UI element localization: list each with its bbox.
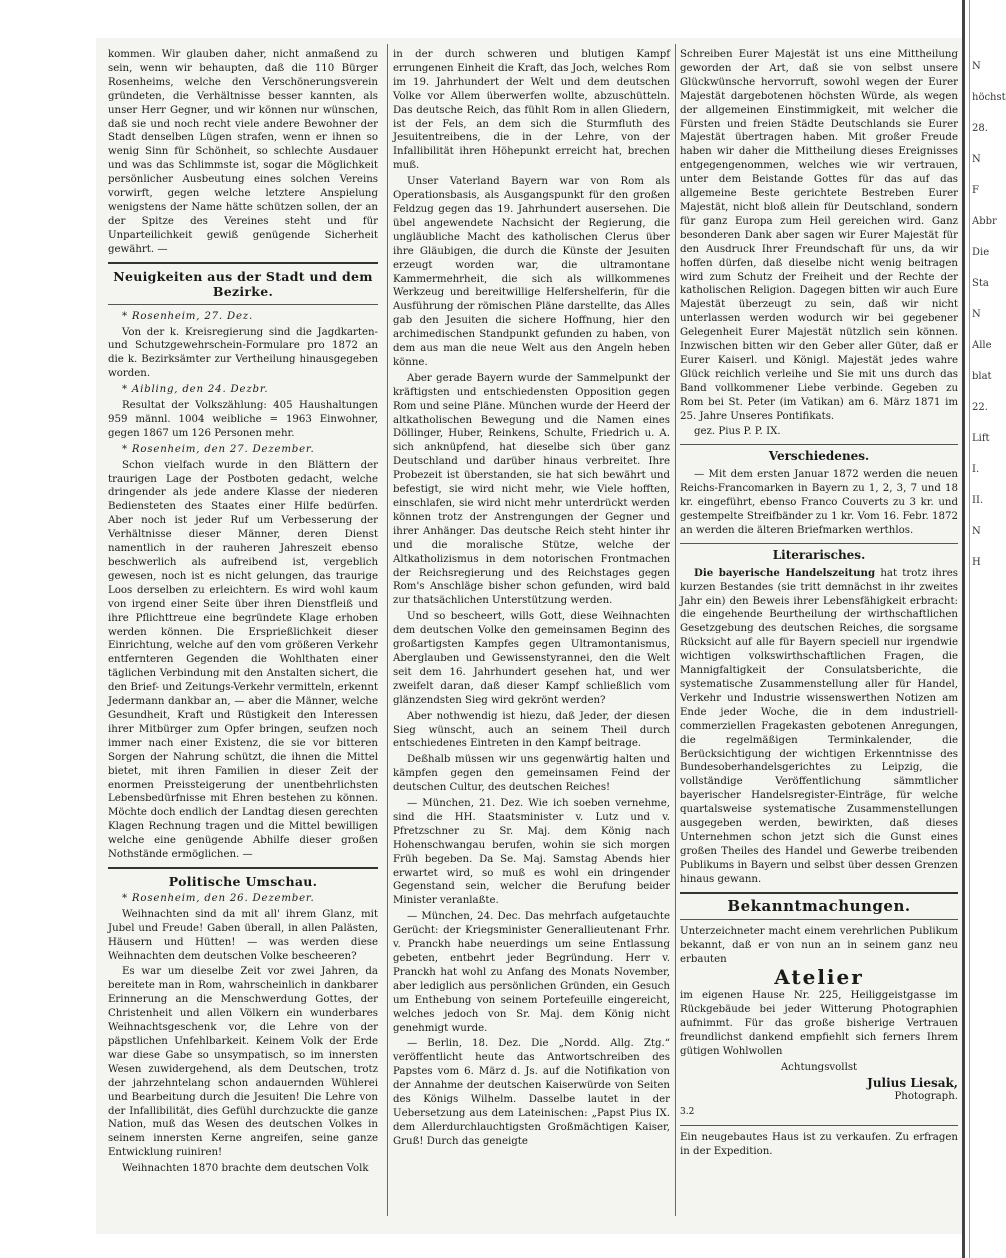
section-divider	[108, 262, 378, 264]
next-page-text: höchst	[972, 92, 1006, 103]
misc-item: — Mit dem ersten Januar 1872 werden die neuen Reichs-Francomarken in Bayern zu 1, 2, 3, 7 und 18 kr. eingeführt, ebenso Franco Couverts zu 3 kr. und gestempelte Streifbänder zu 1 kr. Vom 16. Febr. 1872 an werden die älteren Briefmarken werthlos.	[680, 469, 958, 536]
next-page-text: Lift	[972, 433, 990, 444]
politics-paragraph: Weihnachten 1870 brachte dem deutschen Volk	[122, 1163, 369, 1175]
dateline: * Rosenheim, 27. Dez.	[122, 310, 253, 322]
ad-title: Atelier	[774, 965, 864, 990]
politics-paragraph: Unser Vaterland Bayern war von Rom als Operationsbasis, als Ausgangspunkt für den großen Feldzug gegen das 19. Jahrhundert ausersehen. Die übel angewendete Nachsicht der Regierung, die ungläubliche Macht des katholischen Clerus über ihre Gläubigen, die durch die Künste der Jesuiten erzeugt worden war, die ultramontane Kammermehrheit, die sich als willkommenes Werkzeug und bereitwillige Helfershelferin, für die Ausführung der römischen Pläne darstellte, das Alles gab den Jesuiten die sichere Hoffnung, hier den archimedischen Standpunkt gefunden zu haben, von dem aus man die neue Welt aus den Angeln heben könne.	[393, 176, 670, 368]
news-item: Resultat der Volkszählung: 405 Haushaltungen 959 männl. 1004 weibliche = 1963 Einwohner, gegen 1867 um 126 Personen mehr.	[108, 400, 378, 439]
papal-signature: gez. Pius P. P. IX.	[694, 426, 781, 438]
column-2	[393, 48, 670, 1218]
dateline: * Aibling, den 24. Dezbr.	[122, 384, 269, 396]
ad-intro: Unterzeichneter macht einem verehrlichen Publikum bekannt, daß er von nun an in seinem ganz neu erbauten	[680, 926, 958, 966]
next-page-text: Sta	[972, 278, 989, 289]
section-divider	[680, 444, 958, 445]
heading-rule	[680, 919, 958, 920]
next-page-text: Abbr	[972, 216, 997, 227]
news-item: Von der k. Kreisregierung sind die Jagdkarten- und Schutzgewehrschein-Formulare pro 1872 an die k. Bezirksämter zur Vertheilung hinausgegeben worden.	[108, 326, 378, 380]
column-3	[680, 48, 958, 1218]
papal-letter: Schreiben Eurer Majestät ist uns eine Mittheilung geworden der Art, daß sie von selbst unsere Glückwünsche hervorruft, sowohl wegen der Eurer Majestät dargebotenen höchsten Würde, als wegen der allgemeinen Einstimmigkeit, mit welcher die Fürsten und freien Städte Deutschlands sie Eurer Majestät übertragen haben. Mit großer Freude haben wir daher die Mittheilung dieses Ereignisses entgegengenommen, welches wie wir vertrauen, unter dem Beistande Gottes für das auf das allgemeine Beste gerichtete Bestreben Eurer Majestät, nicht bloß allein für Deutschland, sondern für ganz Europa zum Heil gereichen wird. Ganz besonderen Dank aber sagen wir Eurer Majestät für den Ausdruck Ihrer Freundschaft für uns, da wir hoffen dürfen, daß dieselbe nicht wenig beitragen wird zum Schutz der Freiheit und der Rechte der katholischen Religion. Dagegen bitten wir auch Eure Majestät überzeugt zu sein, daß wir nicht unterlassen werden wodurch wir bei gegebener Gelegenheit Eurer Majestät nützlich sein können. Inzwischen bitten wir den Geber aller Güter, daß er Eurer Kaiserl. und Königl. Majestät jedes wahre Glück reichlich verleihe und Sie mit uns durch das Band vollkommener Liebe verbinde. Gegeben zu Rom bei St. Peter (im Vatikan) am 6. März 1871 im 25. Jahre Unseres Pontifikats.	[680, 49, 958, 422]
section-heading-literary: Literarisches.	[772, 547, 866, 562]
column-rule-2	[675, 44, 676, 1216]
next-page-text: N	[972, 309, 981, 320]
politics-paragraph: Weihnachten sind da mit all' ihrem Glanz, mit Jubel und Freude! Gaben überall, in allen Palästen, Häusern und Hütten! — was werden diese Weihnachten dem deutschen Volke bescheeren?	[108, 908, 378, 962]
next-page-text: blat	[972, 371, 992, 382]
column-rule-1	[387, 44, 388, 1216]
page-binding	[962, 0, 965, 1258]
ad-number: 3.2	[680, 1107, 695, 1118]
ad-divider	[680, 1125, 958, 1126]
next-page-text: I.	[972, 464, 980, 475]
heading-rule	[108, 304, 378, 305]
news-munich-1: — München, 21. Dez. Wie ich soeben vernehme, sind die HH. Staatsminister v. Lutz und v. Pfretzschner zu Sr. Maj. dem König nach Hohenschwangau berufen, wohin sie sich morgen Früh begeben. Da Se. Maj. Samstag Abends hier erwartet wird, so muß es wohl ein dringender Gegenstand sein, welcher die Berufung beider Minister veranlaßte.	[393, 798, 670, 907]
next-page-text: H	[972, 557, 981, 568]
column-1	[108, 48, 378, 1218]
politics-paragraph: Deßhalb müssen wir uns gegenwärtig halten und kämpfen gegen den gemeinsamen Feind der deutschen Cultur, des deutschen Reiches!	[393, 754, 670, 794]
ad-signature-title: Photograph.	[894, 1091, 958, 1103]
section-divider	[680, 892, 958, 894]
next-page-fragment	[972, 60, 1006, 1220]
next-page-text: N	[972, 61, 981, 72]
politics-paragraph: Es war um dieselbe Zeit vor zwei Jahren, da bereitete man in Rom, wahrscheinlich in dankbarer Erinnerung an die Menschwerdung Gottes, der Christenheit und allen Völkern ein wunderbares Weihnachtsgeschenk vor, die Lehre von der päpstlichen Unfehlbarkeit. Keinem Volk der Erde war diese Gabe so unsympatisch, so im innersten Wesen zuwidergehend, als dem Deutschen, trotz der jahrzehntelang schon andauernden Wühlerei und Bearbeitung durch die Jesuiten! Die Lehre von der Infallibilität, dies Gefühl durchzuckte die ganze Nation, muß das Wesen des deutschen Volkes in seinem innersten Kerne angreifen, seine ganze Entwicklung ruiniren!	[108, 966, 378, 1159]
news-munich-2: — München, 24. Dec. Das mehrfach aufgetauchte Gerücht: der Kriegsminister Generallieutenant Frhr. v. Pranckh habe neuerdings um seine Entlassung gebeten, entbehrt jeder Begründung. Herr v. Pranckh hat wohl zu Anfang des Monats November, aber lediglich aus persönlichen Gründen, ein Gesuch um Enthebung von seinem Portefeuille eingereicht, welches jedoch von Sr. Maj. dem König nicht genehmigt wurde.	[393, 911, 670, 1034]
politics-paragraph: Aber gerade Bayern wurde der Sammelpunkt der kräftigsten und entschiedensten Opposition gegen Rom und seine Pläne. München wurde der Heerd der altkatholischen Bewegung und die Namen eines Döllinger, Huber, Reinkens, Schulte, Friedrich u. A. sich anknüpfend, hat dieselbe sich über ganz Deutschland und darüber hinaus verbreitet. Ihre Probezeit ist überstanden, sie hat sich bewährt und befestigt, sie wird nicht mehr, wie Viele hofften, einschlafen, sie wird nicht mehr unterdrückt werden können trotz der Anstrengungen der Gegner und ihrer Anhänger. Das deutsche Reich steht hinter ihr und die moralische Stütze, welche der Altkatholizismus in dem notorischen Frontmachen der Reichsregierung und des Reichstages gegen Rom's Anschläge bisher schon gefunden, wird bald zur thatsächlichen Unterstützung werden.	[393, 372, 670, 607]
section-divider	[680, 543, 958, 544]
next-page-text: F	[972, 185, 979, 196]
next-page-text: 28.	[972, 123, 988, 134]
section-divider	[108, 867, 378, 869]
section-heading-misc: Verschiedenes.	[768, 449, 870, 464]
literary-title: Die bayerische Handelszeitung	[694, 566, 876, 579]
next-page-text: II.	[972, 495, 984, 506]
dateline: * Rosenheim, den 27. Dezember.	[122, 443, 315, 455]
next-page-text: 22.	[972, 402, 988, 413]
section-heading-news: Neuigkeiten aus der Stadt und dem Bezirke.	[113, 268, 373, 299]
article-verschoenerung: kommen. Wir glauben daher, nicht anmaßend zu sein, wenn wir behaupten, daß die 110 Bürger Rosenheims, welche den Verschönerungsverein gründeten, die Verhältnisse besser kannten, als unser Herr Gegner, und wir können nur wünschen, daß sie und noch recht viele andere Bewohner der Stadt denselben Lügen strafen, wenn er ihnen so wenig Sinn für Schönheit, so schlechte Ausdauer und was das Schlimmste ist, sogar die Möglichkeit persönlicher Ausbeutung eines solchen Vereins vorwirft, gegen welche letztere Anspielung wenigstens der Name hätte schützen sollen, der an der Spitze des Vereines steht und für Unparteilichkeit gewiß genügende Sicherheit gewährt. —	[108, 49, 378, 255]
politics-paragraph: Und so bescheert, wills Gott, diese Weihnachten dem deutschen Volke den gemeinsamen Beginn des großartigsten Kampfes gegen Ultramontanismus, Aberglauben und Gewissenstyrannei, den die Welt seit dem 16. Jahrhundert gesehen hat, und wer zweifelt daran, daß dieser Kampf schließlich vom glänzendsten Sieg wird gekrönt werden?	[393, 611, 670, 706]
ad-body: im eigenen Hause Nr. 225, Heiliggeistgasse im Rückgebäude bei jeder Witterung Photographien aufnimmt. Für das große bisherige Vertrauen freundlichst dankend empfiehlt sich ferners Ihrem gütigen Wohlwollen	[680, 990, 958, 1057]
page-binding-edge	[969, 0, 970, 1258]
literary-text: hat trotz ihres kurzen Bestandes (sie tritt demnächst in ihr zweites Jahr ein) den Beweis ihrer Lebensfähigkeit erbracht: die eingehende Beurtheilung der wirthschaftlichen Gesetzgebung des deutschen Reiches, die sorgsame Rücksicht auf alle für Bayern speciell nur irgendwie wichtigen volkswirthschaftlichen Fragen, die Mannigfaltigkeit der Consulatsberichte, die systematische Zusammenstellung aller für Handel, Verkehr und Industrie wissenswerthen Notizen am Ende jeder Woche, die in dem industriell-commerziellen Fragekasten gebotenen Anregungen, die regelmäßigen Terminkalender, die Berücksichtigung der wichtigen Erkenntnisse des Bundesoberhandelsgerichtes zu Leipzig, die vollständige Veröffentlichung sämmtlicher bayerischer Handelsregister-Einträge, für welche quartalsweise systematische Zusammenstellungen ausgegeben werden, bewirkten, daß dieses Unternehmen schon jetzt sich die Gunst eines großen Theiles des Handel und Gewerbe treibenden Publikums in Bayern und selbst über dessen Grenzen hinaus gewann.	[680, 567, 958, 885]
news-item: Schon vielfach wurde in den Blättern der traurigen Lage der Postboten gedacht, welche dringender als jede andere Klasse der niederen Bediensteten des Staates einer Hilfe bedürfen. Aber noch ist jeder Ruf um Verbesserung der Verhältnisse dieser Männer, deren Dienst namentlich in der rauheren Jahreszeit ebenso beschwerlich als aufreibend ist, vergeblich gewesen, noch ist es nicht gelungen, das traurige Loos derselben zu erleichtern. Es wird wohl kaum von irgend einer Seite über ihren Dienstfleiß und ihre Pflichttreue eine begründete Klage erhoben werden können. Die Ersprießlichkeit dieser Einrichtung, welche auf den vom größeren Verkehr entfernteren Gegenden die Wohlthaten einer täglichen Verbindung mit den Anstalten sichert, die den Brief- und Zeitungs-Verkehr vermitteln, erkennt Jedermann dankbar an, — aber die Männer, welche Gesundheit, Kraft und Rüstigkeit den Interessen ihrer Mitbürger zum Opfer bringen, seufzen noch immer nach einer Existenz, die sie vor bitteren Sorgen der Nahrung schützt, die ihnen die Mittel bietet, mit ihren Familien in dieser Zeit der enormen Preissteigerung der unentbehrlichsten Lebensbedürfnisse mit Ehren bestehen zu können. Möchte doch endlich der Landtag diesen gerechten Klagen Rechnung tragen und die Mittel bewilligen welche eine genügende Abhilfe dieser großen Nothstände ermöglichen. —	[108, 459, 378, 861]
ad-signature: Julius Liesak,	[867, 1075, 958, 1090]
next-page-text: Alle	[972, 340, 992, 351]
next-page-text: N	[972, 154, 981, 165]
ad-closing: Achtungsvollst	[780, 1061, 858, 1073]
dateline: * Rosenheim, den 26. Dezember.	[122, 892, 315, 904]
section-heading-announcements: Bekanntmachungen.	[727, 896, 911, 915]
section-heading-politics: Politische Umschau.	[168, 873, 318, 889]
ad-house-for-sale: Ein neugebautes Haus ist zu verkaufen. Zu erfragen in der Expedition.	[680, 1132, 958, 1158]
news-berlin: — Berlin, 18. Dez. Die „Nordd. Allg. Ztg.“ veröffentlicht heute das Antwortschreiben des Papstes vom 6. März d. Js. auf die Notifikation von der Annahme der deutschen Kaiserwürde von Seiten des Königs Wilhelm. Dasselbe lautet in der Uebersetzung aus dem Lateinischen: „Papst Pius IX. dem Allerdurchlauchtigsten Großmächtigen Kaiser, Gruß! Durch das geneigte	[393, 1038, 670, 1147]
next-page-text: Die	[972, 247, 990, 258]
politics-paragraph: in der durch schweren und blutigen Kampf errungenen Einheit die Kraft, das Joch, welches Rom im 19. Jahrhundert der Welt und dem deutschen Volke vor Allem überwerfen wollte, abzuschütteln. Das deutsche Reich, das fühlt Rom in allen Gliedern, ist der Fels, an dem sich die Sturmfluth des Jesuitentreibens, die in der Lehre, von der Infallibilität ihren Höhepunkt erreicht hat, brechen muß.	[393, 49, 670, 172]
politics-paragraph: Aber nothwendig ist hiezu, daß Jeder, der diesen Sieg wünscht, auch an seinem Theil durch entschiedenes Eintreten in den Kampf beitrage.	[393, 710, 670, 750]
next-page-text: N	[972, 526, 981, 537]
